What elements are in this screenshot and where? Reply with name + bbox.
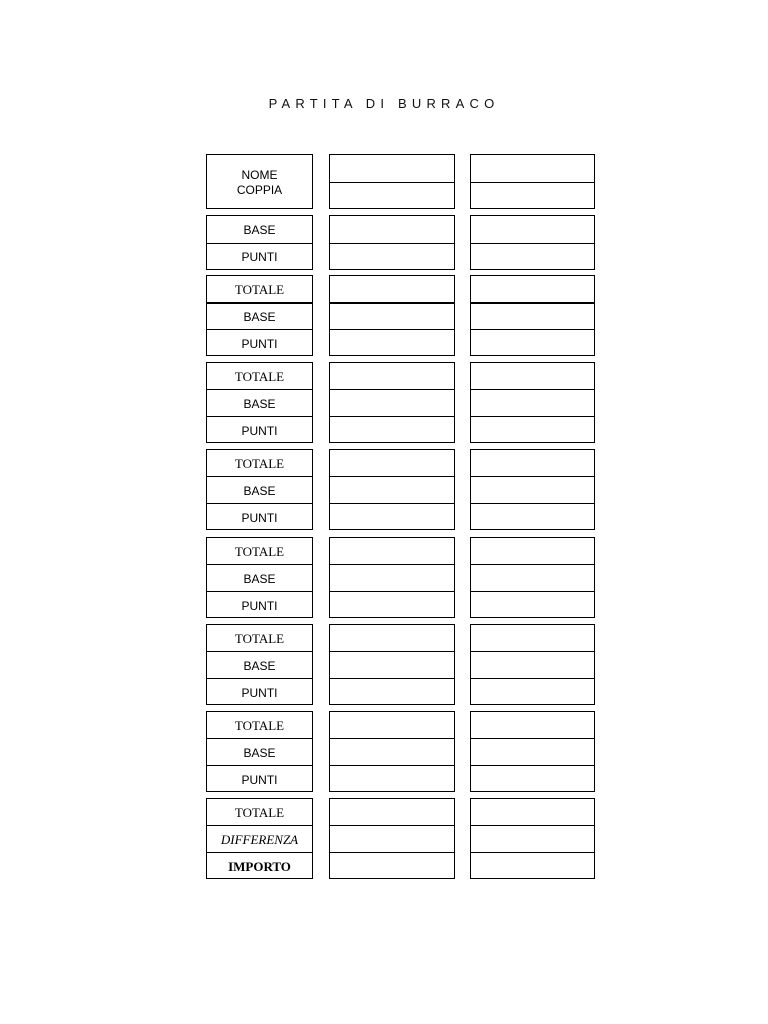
nome-text: NOME bbox=[241, 167, 278, 182]
row-divider bbox=[471, 182, 594, 183]
punti-label: PUNTI bbox=[241, 423, 278, 438]
label-block bbox=[206, 711, 313, 792]
label-block bbox=[206, 215, 313, 270]
base-label: BASE bbox=[243, 396, 276, 411]
score-field[interactable] bbox=[471, 363, 594, 390]
score-field[interactable] bbox=[471, 390, 594, 417]
row-divider bbox=[471, 416, 594, 417]
score-field[interactable] bbox=[471, 766, 594, 793]
row-divider bbox=[471, 329, 594, 330]
row-divider bbox=[330, 503, 454, 504]
punti-label: PUNTI bbox=[241, 250, 278, 265]
score-field[interactable] bbox=[330, 216, 454, 244]
row-divider bbox=[330, 678, 454, 679]
row-divider bbox=[207, 591, 312, 592]
score-field[interactable] bbox=[471, 330, 594, 357]
row-divider bbox=[207, 243, 312, 244]
nome-coppia-label bbox=[207, 155, 312, 210]
label-block bbox=[206, 624, 313, 705]
score-field[interactable] bbox=[471, 826, 594, 853]
row-divider bbox=[471, 678, 594, 679]
score-field[interactable] bbox=[330, 826, 454, 853]
row-divider bbox=[207, 852, 312, 853]
punti-label: PUNTI bbox=[241, 336, 278, 351]
row-divider bbox=[471, 389, 594, 390]
score-field[interactable] bbox=[330, 625, 454, 652]
label-block bbox=[206, 798, 313, 879]
row-divider bbox=[207, 678, 312, 679]
row-divider bbox=[330, 243, 454, 244]
row-divider bbox=[330, 476, 454, 477]
team-1-block bbox=[329, 275, 455, 356]
totale-label: TOTALE bbox=[234, 543, 285, 559]
row-divider bbox=[207, 503, 312, 504]
score-field[interactable] bbox=[330, 450, 454, 477]
label-block bbox=[206, 537, 313, 618]
row-divider bbox=[471, 825, 594, 826]
score-field[interactable] bbox=[471, 183, 594, 211]
team-1-block bbox=[329, 711, 455, 792]
base-label: BASE bbox=[243, 658, 276, 673]
score-field[interactable] bbox=[471, 155, 594, 183]
score-field[interactable] bbox=[471, 450, 594, 477]
score-field[interactable] bbox=[330, 853, 454, 880]
score-field[interactable] bbox=[330, 363, 454, 390]
score-field[interactable] bbox=[471, 652, 594, 679]
totale-label: TOTALE bbox=[234, 281, 285, 297]
row-divider bbox=[471, 765, 594, 766]
base-label: BASE bbox=[243, 309, 276, 324]
row-divider bbox=[330, 182, 454, 183]
team-2-block bbox=[470, 362, 595, 443]
row-divider bbox=[207, 651, 312, 652]
punti-label: PUNTI bbox=[241, 685, 278, 700]
score-field[interactable] bbox=[471, 276, 594, 303]
label-block bbox=[206, 362, 313, 443]
score-field[interactable] bbox=[330, 330, 454, 357]
punti-label: PUNTI bbox=[241, 598, 278, 613]
label-block bbox=[206, 449, 313, 530]
row-divider bbox=[330, 765, 454, 766]
score-field[interactable] bbox=[471, 417, 594, 444]
score-field[interactable] bbox=[471, 244, 594, 272]
coppia-text: COPPIA bbox=[236, 182, 283, 197]
score-field[interactable] bbox=[330, 712, 454, 739]
totale-label: TOTALE bbox=[234, 804, 285, 820]
label-block bbox=[206, 154, 313, 209]
team-2-block bbox=[470, 154, 595, 209]
score-field[interactable] bbox=[330, 504, 454, 531]
row-divider bbox=[207, 765, 312, 766]
score-field[interactable] bbox=[330, 155, 454, 183]
row-divider bbox=[207, 738, 312, 739]
score-field[interactable] bbox=[471, 739, 594, 766]
row-divider bbox=[207, 476, 312, 477]
team-2-block bbox=[470, 449, 595, 530]
punti-label: PUNTI bbox=[241, 772, 278, 787]
row-divider bbox=[330, 389, 454, 390]
page-title: PARTITA DI BURRACO bbox=[268, 96, 500, 111]
row-divider bbox=[330, 738, 454, 739]
base-label: BASE bbox=[243, 483, 276, 498]
score-field[interactable] bbox=[330, 303, 454, 330]
score-field[interactable] bbox=[330, 565, 454, 592]
team-1-block bbox=[329, 537, 455, 618]
row-divider bbox=[330, 416, 454, 417]
score-field[interactable] bbox=[471, 538, 594, 565]
team-2-block bbox=[470, 624, 595, 705]
row-divider bbox=[471, 476, 594, 477]
row-divider bbox=[471, 503, 594, 504]
totale-label: TOTALE bbox=[234, 717, 285, 733]
score-field[interactable] bbox=[330, 183, 454, 211]
score-field[interactable] bbox=[471, 853, 594, 880]
base-label: BASE bbox=[243, 745, 276, 760]
row-divider bbox=[471, 243, 594, 244]
score-field[interactable] bbox=[330, 276, 454, 303]
row-divider bbox=[330, 302, 454, 304]
score-field[interactable] bbox=[471, 625, 594, 652]
score-field[interactable] bbox=[471, 679, 594, 706]
team-1-block bbox=[329, 362, 455, 443]
row-divider bbox=[330, 329, 454, 330]
row-divider bbox=[471, 591, 594, 592]
row-divider bbox=[330, 825, 454, 826]
score-field[interactable] bbox=[330, 538, 454, 565]
totale-label: TOTALE bbox=[234, 368, 285, 384]
totale-label: TOTALE bbox=[234, 630, 285, 646]
row-divider bbox=[471, 651, 594, 652]
row-divider bbox=[207, 825, 312, 826]
score-field[interactable] bbox=[471, 565, 594, 592]
score-field[interactable] bbox=[330, 652, 454, 679]
score-field[interactable] bbox=[471, 216, 594, 244]
score-field[interactable] bbox=[471, 504, 594, 531]
row-divider bbox=[207, 302, 312, 304]
row-divider bbox=[471, 852, 594, 853]
team-1-block bbox=[329, 798, 455, 879]
importo-label: IMPORTO bbox=[228, 858, 291, 874]
score-field[interactable] bbox=[330, 766, 454, 793]
row-divider bbox=[330, 564, 454, 565]
score-field[interactable] bbox=[471, 477, 594, 504]
score-field[interactable] bbox=[330, 592, 454, 619]
punti-label: PUNTI bbox=[241, 510, 278, 525]
score-field[interactable] bbox=[471, 592, 594, 619]
row-divider bbox=[330, 852, 454, 853]
row-divider bbox=[207, 416, 312, 417]
team-2-block bbox=[470, 798, 595, 879]
row-divider bbox=[207, 389, 312, 390]
team-1-block bbox=[329, 215, 455, 270]
differenza-label: DIFFERENZA bbox=[220, 831, 299, 847]
score-field[interactable] bbox=[330, 477, 454, 504]
row-divider bbox=[207, 329, 312, 330]
row-divider bbox=[207, 564, 312, 565]
base-label: BASE bbox=[243, 222, 276, 237]
team-2-block bbox=[470, 215, 595, 270]
score-field[interactable] bbox=[330, 417, 454, 444]
score-field[interactable] bbox=[330, 739, 454, 766]
score-field[interactable] bbox=[330, 244, 454, 272]
score-field[interactable] bbox=[330, 799, 454, 826]
team-2-block bbox=[470, 711, 595, 792]
team-1-block bbox=[329, 624, 455, 705]
score-field[interactable] bbox=[471, 303, 594, 330]
team-1-block bbox=[329, 449, 455, 530]
team-1-block bbox=[329, 154, 455, 209]
row-divider bbox=[330, 651, 454, 652]
totale-label: TOTALE bbox=[234, 455, 285, 471]
row-divider bbox=[330, 591, 454, 592]
score-field[interactable] bbox=[471, 799, 594, 826]
team-2-block bbox=[470, 275, 595, 356]
row-divider bbox=[471, 564, 594, 565]
score-field[interactable] bbox=[471, 712, 594, 739]
row-divider bbox=[471, 738, 594, 739]
score-field[interactable] bbox=[330, 679, 454, 706]
team-2-block bbox=[470, 537, 595, 618]
score-field[interactable] bbox=[330, 390, 454, 417]
row-divider bbox=[471, 302, 594, 304]
base-label: BASE bbox=[243, 571, 276, 586]
label-block bbox=[206, 275, 313, 356]
